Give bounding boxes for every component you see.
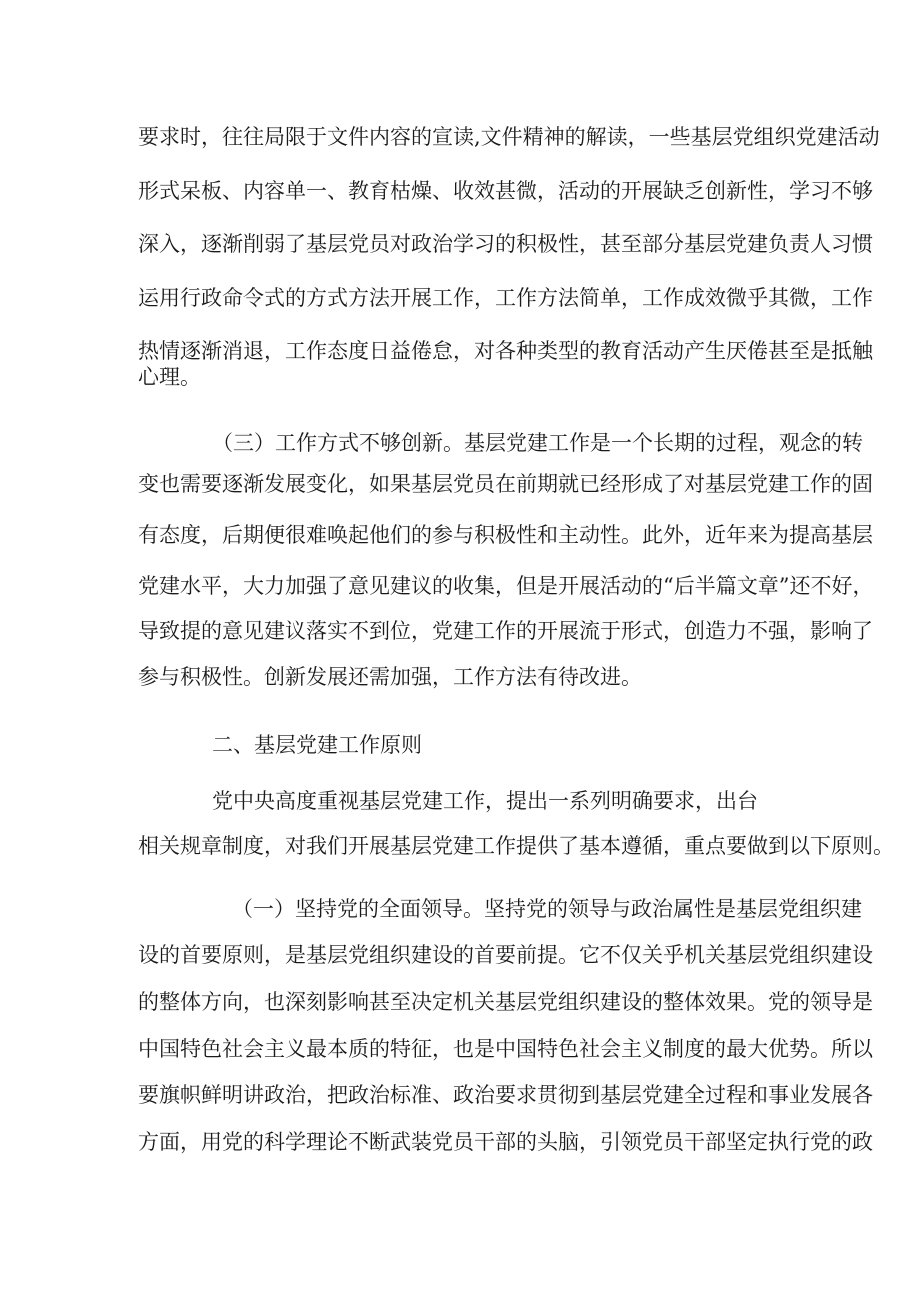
text-line: 心理。: [138, 365, 201, 389]
text-line: 方面，用党的科学理论不断武装党员干部的头脑，引领党员干部坚定执行党的政: [138, 1130, 873, 1154]
text-line: 设的首要原则，是基层党组织建设的首要前提。它不仅关乎机关基层党组织建设: [138, 943, 873, 967]
text-line: 要旗帜鲜明讲政治，把政治标准、政治要求贯彻到基层党建全过程和事业发展各: [138, 1083, 873, 1107]
text-line: 有态度，后期便很难唤起他们的参与积极性和主动性。此外，近年来为提高基层: [138, 523, 873, 547]
text-line: 相关规章制度，对我们开展基层党建工作提供了基本遵循，重点要做到以下原则。: [138, 834, 894, 858]
text-line: 中国特色社会主义最本质的特征，也是中国特色社会主义制度的最大优势。所以: [138, 1037, 873, 1061]
text-line: 党建水平，大力加强了意见建议的收集，但是开展活动的“后半篇文章”还不好，: [138, 574, 874, 598]
text-line: 深入，逐渐削弱了基层党员对政治学习的积极性，甚至部分基层党建负责人习惯: [138, 232, 873, 256]
paragraph-heading-one: （一）坚持党的全面领导。坚持党的领导与政治属性是基层党组织建: [232, 897, 862, 921]
text-line: 形式呆板、内容单一、教育枯燥、收效甚微，活动的开展缺乏创新性，学习不够: [138, 179, 873, 203]
text-line: 党中央高度重视基层党建工作，提出一系列明确要求，出台: [212, 789, 758, 813]
text-line: 变也需要逐渐发展变化，如果基层党员在前期就已经形成了对基层党建工作的固: [138, 472, 873, 496]
section-heading: 二、基层党建工作原则: [212, 733, 422, 757]
text-line: 导致提的意见建议落实不到位，党建工作的开展流于形式，创造力不强，影响了: [138, 619, 873, 643]
text-line: 运用行政命令式的方式方法开展工作，工作方法简单，工作成效微乎其微，工作: [138, 286, 873, 310]
text-line: 参与积极性。创新发展还需加强，工作方法有待改进。: [138, 665, 642, 689]
text-line: 的整体方向，也深刻影响甚至决定机关基层党组织建设的整体效果。党的领导是: [138, 990, 873, 1014]
paragraph-heading-three: （三）工作方式不够创新。基层党建工作是一个长期的过程，观念的转: [212, 431, 863, 455]
text-line: 热情逐渐消退，工作态度日益倦怠，对各种类型的教育活动产生厌倦甚至是抵触: [138, 339, 873, 363]
text-line: 要求时，往往局限于文件内容的宣读,文件精神的解读，一些基层党组织党建活动: [138, 125, 880, 149]
